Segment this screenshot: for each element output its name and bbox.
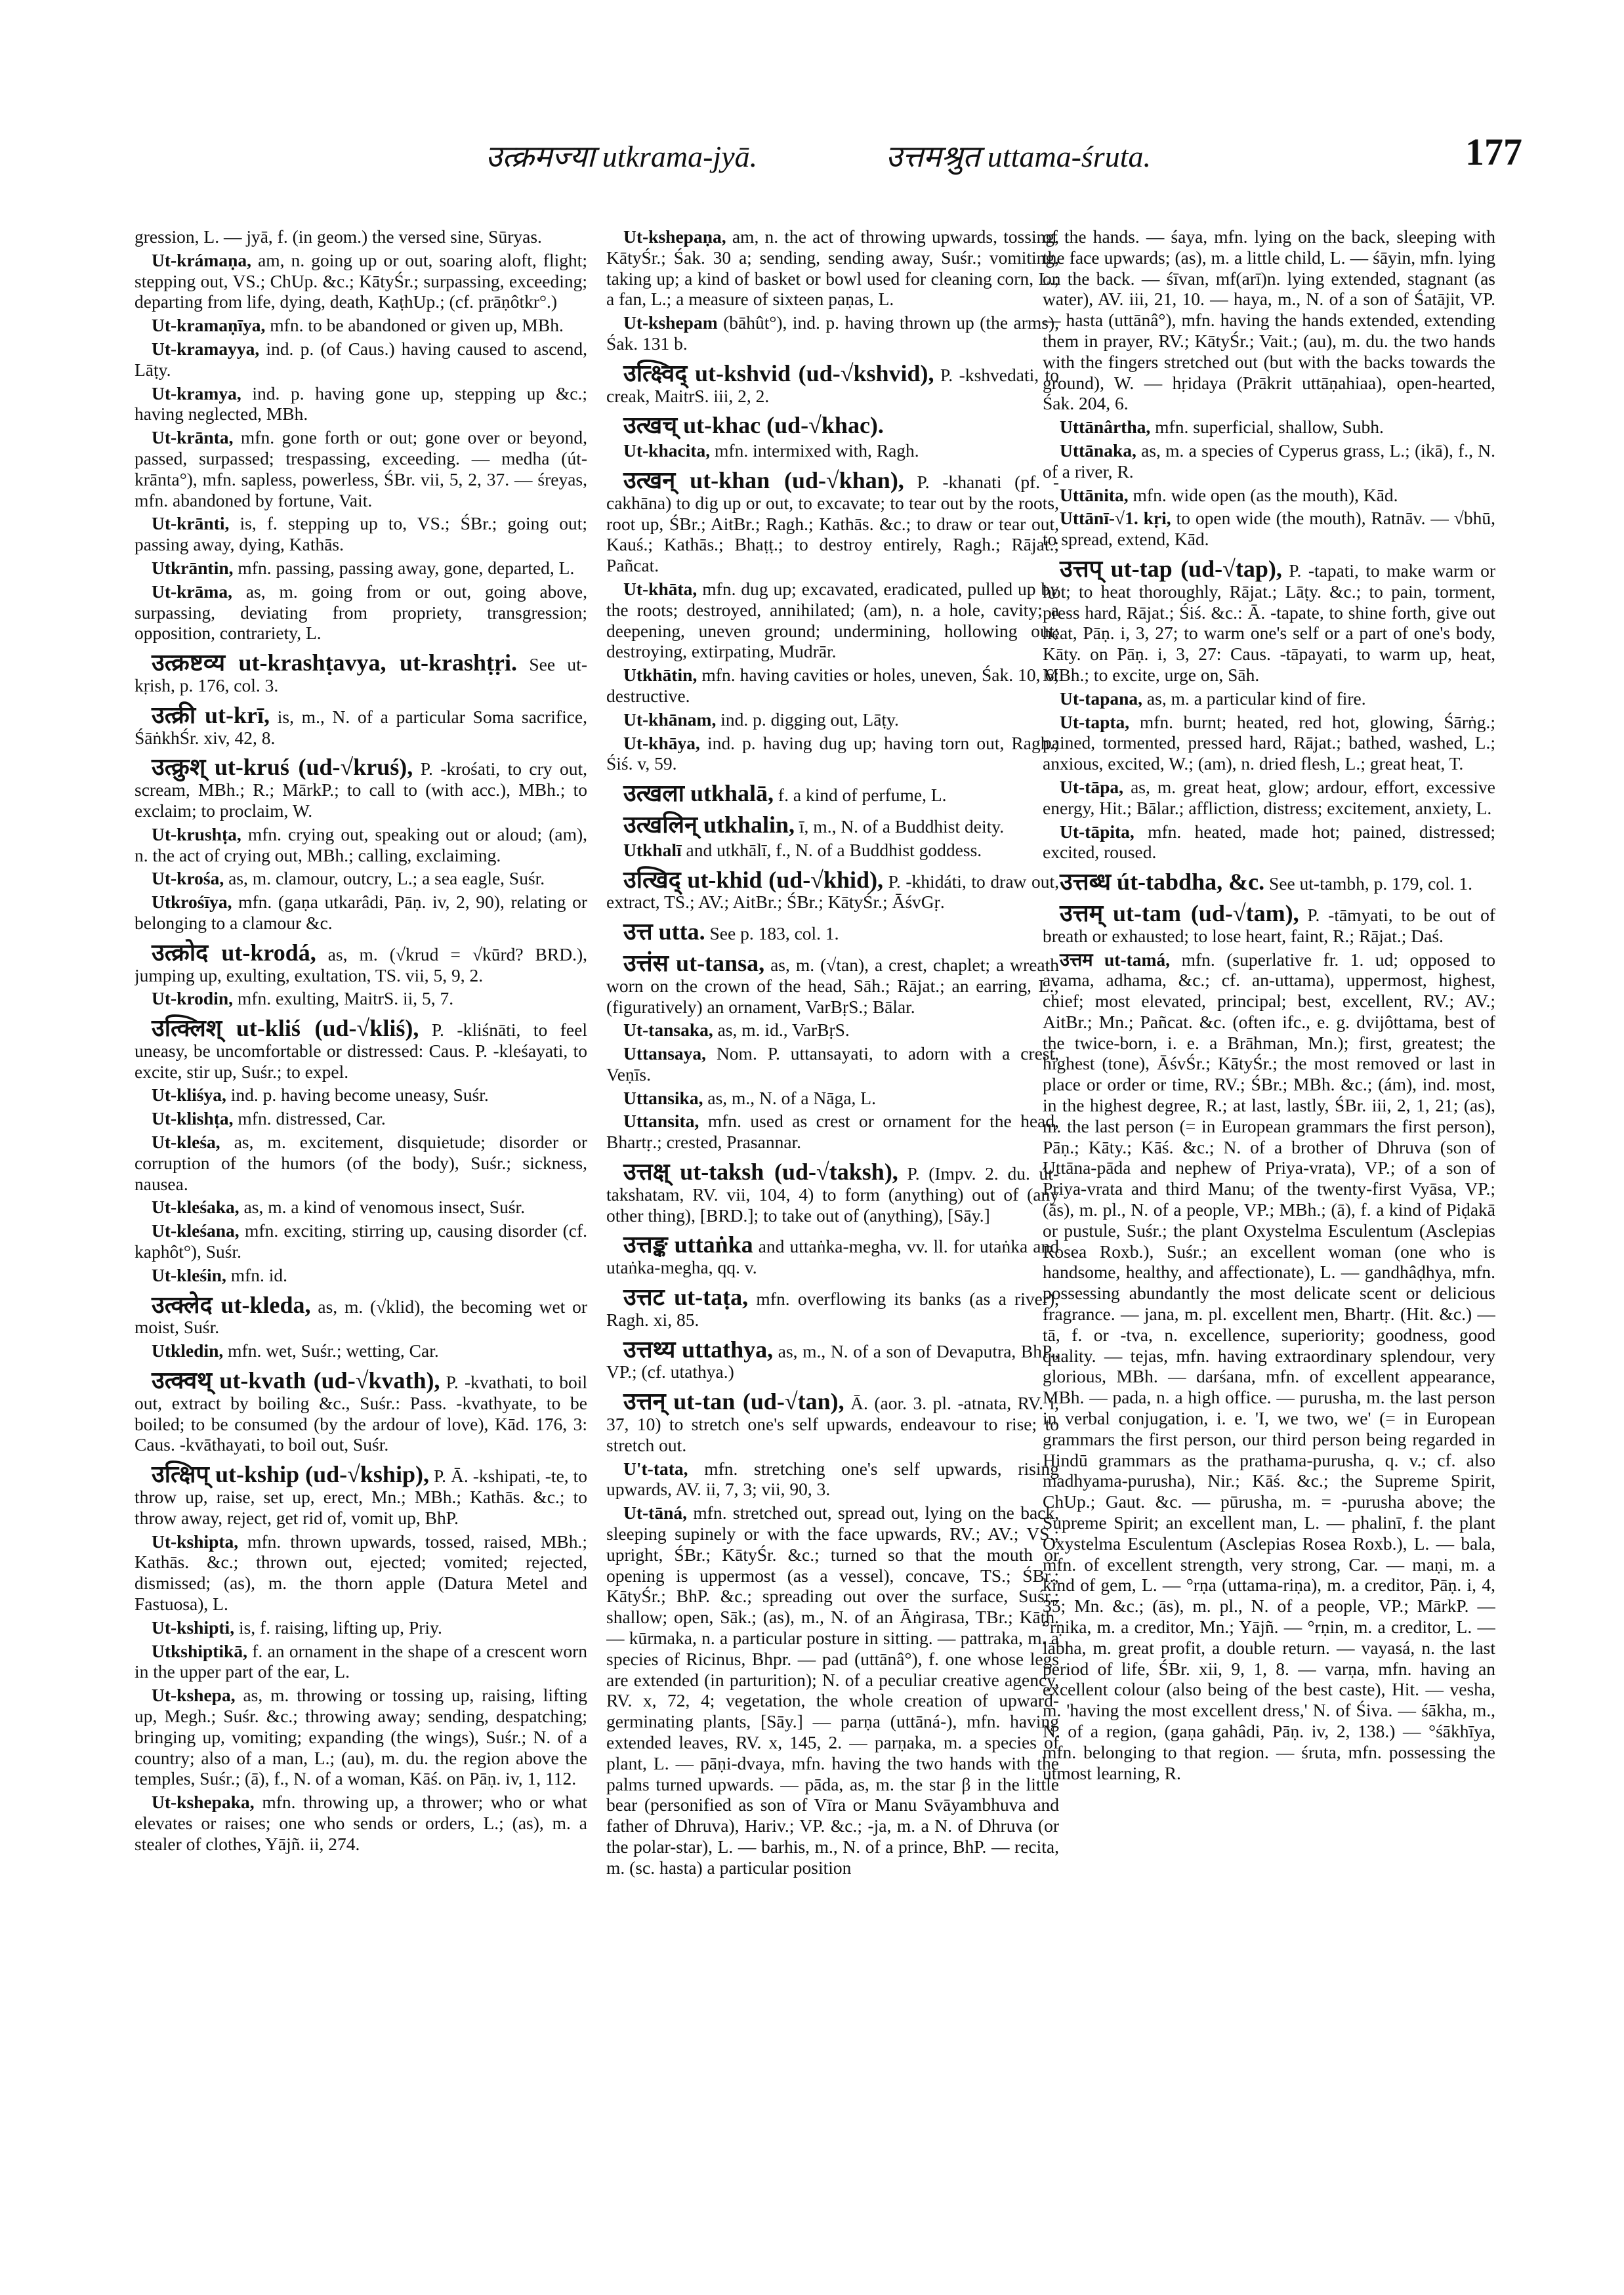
entry-headword: उत्क्ष्विद् ut-kshvid (ud-√kshvid), bbox=[623, 360, 934, 386]
dictionary-entry bbox=[1043, 417, 1495, 438]
entry-headword: Ut-tāpita, bbox=[1060, 821, 1135, 842]
dictionary-entry bbox=[135, 1367, 587, 1455]
entry-headword: Ut-tapta, bbox=[1060, 711, 1130, 732]
dictionary-entry bbox=[606, 1336, 1059, 1383]
entry-definition: mfn. stretched out, spread out, lying on the back, sleeping supinely or with the face upwards, RV.; AV.; VS.; upright, ŚBr.; KātyŚr. &c.; turned so that the mouth or opening is uppermost (as a vessel), concave, TS.; ŚBr.; KātyŚr.; BhP. &c.; spreading out over the surface, Suśr.; shallow; open, Sāk.; (as), m., N. of an Āṅgirasa, TBr.; Kāṭh. — kūrmaka, n. a particular posture in sitting. — pattraka, m. a species of Ricinus, Bhpr. — pad (uttānâ°), f. one whose legs are extended (in parturition); N. of a peculiar creative agency, RV. x, 72, 4; vegetation, the whole creation of upward-germinating plants, [Sāy.] — parṇa (uttāná-), mfn. having extended leaves, RV. x, 145, 2. — parṇaka, m. a species of plant, L. — pāṇi-dvaya, mfn. having the two hands with the palms turned upwards. — pāda, as, m. the star β in the little bear (personified as son of Vīra or Manu Svāyambhuva and father of Dhruva), Hariv.; VP. &c.; -ja, m. a N. of Dhruva (or the polar-star), L. — barhis, m., N. of a prince, BhP. — recita, m. (sc. hasta) a particular position bbox=[606, 1502, 1059, 1878]
entry-definition: ind. p. (of Caus.) having caused to ascend, Lāṭy. bbox=[135, 338, 587, 380]
dictionary-entry bbox=[135, 1197, 587, 1218]
entry-headword: उत्तक्ष् ut-taksh (ud-√taksh), bbox=[623, 1159, 898, 1186]
entry-definition: as, m. going from or out, going above, surpassing, deviating from propriety, transgression; opposition, contrariety, L. bbox=[135, 581, 587, 644]
entry-headword: Ut-kramya, bbox=[152, 382, 241, 403]
dictionary-entry bbox=[606, 579, 1059, 662]
entry-headword: उत्क्लिश् ut-kliś (ud-√kliś), bbox=[152, 1015, 419, 1042]
entry-headword: Ut-krámaṇa, bbox=[152, 249, 252, 270]
entry-definition: mfn. (gaṇa utkarâdi, Pāṇ. iv, 2, 90), relating or belonging to a clamour &c. bbox=[135, 892, 587, 933]
entry-definition: P. -kliśnāti, to feel uneasy, be uncomfortable or distressed: Caus. P. -kleśayati, to excite, stir up, Suśr.; to expel. bbox=[135, 1020, 587, 1082]
entry-headword: Uttānita, bbox=[1060, 484, 1129, 505]
dictionary-entry bbox=[135, 581, 587, 644]
entry-headword: Utkledin, bbox=[152, 1340, 224, 1361]
entry-headword: उत्तन् ut-tan (ud-√tan), bbox=[623, 1388, 844, 1415]
entry-headword: Ut-kleśana, bbox=[152, 1220, 239, 1241]
entry-headword: उत्तथ्य uttathya, bbox=[623, 1336, 774, 1363]
entry-definition: See p. 183, col. 1. bbox=[709, 923, 839, 944]
entry-definition: P. -khidáti, to draw out, extract, TS.; AV.; AitBr.; ŚBr.; KātyŚr.; ĀśvGṛ. bbox=[606, 871, 1059, 913]
dictionary-entry bbox=[1043, 555, 1495, 686]
entry-headword: Ut-kliśya, bbox=[152, 1085, 226, 1106]
entry-definition: mfn. stretching one's self upwards, rising upwards, AV. ii, 7, 3; vii, 90, 3. bbox=[606, 1458, 1059, 1500]
dictionary-entry bbox=[135, 1641, 587, 1683]
entry-definition: of the hands. — śaya, mfn. lying on the back, sleeping with the face upwards; (as), m. a little child, L. — śāyin, mfn. lying on the back. — śīvan, mf(arī)n. lying extended, stagnant (as water), AV. iii, 21, 10. — haya, m., N. of a son of Śatājit, VP. — hasta (uttānâ°), mfn. having the hands extended, extending them in prayer, RV.; KātyŚr.; Vait.; (au), m. du. the two hands with the fingers stretched out (but with the backs towards the ground), W. — hṛidaya (Prākrit uttāṇahiaa), open-hearted, Śak. 204, 6. bbox=[1043, 226, 1495, 414]
entry-definition: ind. p. digging out, Lāṭy. bbox=[720, 709, 899, 730]
entry-headword: उत्क्रुश् ut-kruś (ud-√kruś), bbox=[152, 754, 413, 781]
dictionary-entry bbox=[1043, 869, 1495, 896]
entry-headword: उत्क्री ut-krī, bbox=[152, 701, 270, 728]
dictionary-entry bbox=[135, 1291, 587, 1338]
entry-definition: mfn. id. bbox=[230, 1264, 288, 1285]
dictionary-entry bbox=[135, 650, 587, 696]
entry-headword: उत्खला utkhalā, bbox=[623, 780, 774, 807]
entry-headword: Ut-tansaka, bbox=[623, 1020, 713, 1041]
dictionary-entry bbox=[606, 1502, 1059, 1878]
entry-definition: as, m. a particular kind of fire. bbox=[1146, 688, 1366, 709]
entry-headword: Ut-klishṭa, bbox=[152, 1108, 234, 1129]
entry-headword: Ut-kshipta, bbox=[152, 1531, 239, 1552]
entry-definition: mfn. distressed, Car. bbox=[238, 1108, 386, 1129]
entry-headword: उत्तब्ध út-tabdha, &c. bbox=[1060, 869, 1265, 896]
running-head-left: उत्क्रमज्या utkrama-jyā. bbox=[486, 140, 758, 173]
entry-headword: उत्क्षिप् ut-kship (ud-√kship), bbox=[152, 1461, 429, 1488]
dictionary-entry bbox=[1043, 949, 1495, 1784]
dictionary-entry bbox=[1043, 485, 1495, 506]
entry-headword: उत्तट ut-taṭa, bbox=[623, 1284, 749, 1311]
entry-headword: Ut-krānti, bbox=[152, 513, 230, 534]
entry-headword: Utkhalī bbox=[623, 839, 682, 860]
entry-headword: Ut-khacita, bbox=[623, 440, 711, 461]
entry-definition: as, m. clamour, outcry, L.; a sea eagle, Suśr. bbox=[228, 868, 545, 889]
dictionary-entry bbox=[1043, 440, 1495, 482]
entry-definition: as, m., N. of a Nāga, L. bbox=[707, 1087, 876, 1108]
entry-headword: उत्खन् ut-khan (ud-√khan), bbox=[623, 466, 904, 493]
entry-definition: mfn. crying out, speaking out or aloud; (am), n. the act of crying out, MBh.; calling, exclaiming. bbox=[135, 823, 587, 865]
entry-definition: mfn. (superlative fr. 1. ud; opposed to avama, adhama, &c.; cf. an-uttama), uppermost, highest, chief; most elevated, principal; best, excellent, RV.; AV.; AitBr.; Mn.; Pañcat. &c. (often ifc., e. g. dvijôttama, best of the twice-born, i. e. a Brāhman, Mn.); first, greatest; the highest (tone), ĀśvŚr.; KātyŚr.; the most removed or last in place or order or time, RV.; ŚBr.; MBh. &c.; (ám), ind. most, in the highest degree, R.; at last, lastly, ŚBr. iii, 2, 1, 21; (as), m. the last person (= in European grammars the first person), Pāṇ.; Kāty.; Kāś. &c.; N. of a brother of Dhruva (son of Uttāna-pāda and nephew of Priya-vrata), VP.; of a son of Priya-vrata and third Manu; of the twenty-first Vyāsa, VP.; (ās), m. pl., N. of a people, VP.; MBh.; (ā), f. a kind of Piḍakā or pustule, Suśr.; the plant Oxystelma Esculentum (Asclepias Rosea Roxb.), Suśr.; an excellent woman (one who is handsome, healthy, and affectionate), L. — gandhâḍhya, mfn. possessing abundantly the most delicate scent or delicious fragrance. — jana, m. pl. excellent men, Bhartṛ. (Hit. &c.) — tā, f. or -tva, n. excellence, superiority; goodness, good quality. — tejas, mfn. having extraordinary splendour, very glorious, MBh. — darśana, mfn. of excellent appearance, MBh. — pada, n. a high office. — purusha, m. the last person in verbal conjugation, i. e. 'I, we two, we' (= in European grammars the first person, our third person being regarded in Hindū grammars as the prathama-purusha, q. v.; cf. also madhyama-purusha), Nir.; Kāś. &c.; the Supreme Spirit, ChUp.; Gaut. &c. — pūrusha, m. = -purusha above; the Supreme Spirit; an excellent man, L. — phalinī, f. the plant Oxystelma Esculentum (Asclepias Rosea Roxb.), L. — bala, mfn. of excellent strength, very strong, Car. — maṇi, m. a kind of gem, L. — °rṇa (uttama-riṇa), m. a creditor, Pāṇ. i, 4, 35; Mn. &c.; (ās), m. pl., N. of a people, VP.; MārkP. — °rṇika, m. a creditor, Mn.; Yājñ. — °rṇin, m. a creditor, L. — lābha, m. great profit, a double return. — vayasá, n. the last period of life, ŚBr. xii, 9, 1, 8. — varṇa, mfn. having an excellent colour (also being of the best caste), Hit. — vesha, m. 'having the most excellent dress,' N. of Śiva. — śākha, m., N. of a region, (gaṇa gahâdi, Pāṇ. iv, 2, 138.) — °śākhīya, mfn. belonging to that region. — śruta, mfn. possessing the utmost learning, R. bbox=[1043, 949, 1495, 1783]
entry-definition: as, m. a species of Cyperus grass, L.; (ikā), f., N. of a river, R. bbox=[1043, 440, 1495, 482]
entry-headword: Ut-tāná, bbox=[623, 1502, 688, 1523]
dictionary-entry bbox=[606, 733, 1059, 775]
entry-definition: mfn. wet, Suśr.; wetting, Car. bbox=[228, 1340, 439, 1361]
entry-headword: Ut-kshepam bbox=[623, 312, 718, 333]
entry-headword: उत्त utta. bbox=[623, 919, 705, 945]
dictionary-entry bbox=[606, 866, 1059, 913]
dictionary-column-2 bbox=[606, 226, 1059, 2221]
entry-headword: Ut-kramaṇīya, bbox=[152, 315, 266, 336]
entry-definition: as, m. (√krud = √kūrd? BRD.), jumping up, exulting, exultation, TS. vii, 5, 9, 2. bbox=[135, 943, 587, 985]
entry-definition: and utkhālī, f., N. of a Buddhist goddess. bbox=[686, 839, 982, 860]
entry-definition: am, n. the act of throwing upwards, tossing, KātyŚr.; Śak. 30 a; sending, sending away, Suśr.; vomiting, taking up; a kind of basket or bowl used for cleaning corn, L.; a fan, L.; a measure of sixteen paṇas, L. bbox=[606, 226, 1059, 310]
entry-headword: Ut-kshipti, bbox=[152, 1617, 235, 1638]
dictionary-entry bbox=[1043, 821, 1495, 863]
dictionary-entry bbox=[1043, 899, 1495, 947]
entry-headword: Ut-kleśa, bbox=[152, 1132, 220, 1153]
dictionary-entry bbox=[135, 1617, 587, 1638]
entry-definition: ind. p. having gone up, stepping up &c.; having neglected, MBh. bbox=[135, 382, 587, 424]
dictionary-entry bbox=[606, 949, 1059, 1017]
dictionary-entry bbox=[606, 919, 1059, 945]
dictionary-entry bbox=[135, 1340, 587, 1361]
entry-headword: Ut-krānta, bbox=[152, 427, 234, 448]
dictionary-entry bbox=[135, 1685, 587, 1789]
entry-definition: See ut-tambh, p. 179, col. 1. bbox=[1268, 873, 1473, 894]
entry-headword: Uttansika, bbox=[623, 1087, 703, 1108]
dictionary-entry bbox=[606, 780, 1059, 807]
entry-headword: उत्क्वथ् ut-kvath (ud-√kvath), bbox=[152, 1367, 440, 1394]
dictionary-entry bbox=[135, 1108, 587, 1129]
dictionary-entry bbox=[606, 1284, 1059, 1331]
entry-headword: Ut-krushṭa, bbox=[152, 823, 241, 844]
entry-definition: as, m. id., VarBṛS. bbox=[717, 1020, 850, 1041]
entry-definition: P. -kshvedati, to creak, MaitrS. iii, 2, 2. bbox=[606, 364, 1059, 406]
dictionary-entry bbox=[606, 1388, 1059, 1455]
entry-headword: उत्तम् ut-tam (ud-√tam), bbox=[1060, 899, 1299, 926]
dictionary-entry bbox=[135, 868, 587, 889]
entry-definition: is, f. raising, lifting up, Priy. bbox=[238, 1617, 442, 1638]
entry-definition: mfn. gone forth or out; gone over or beyond, passed, surpassed; trespassing, exceeding. — medha (út-krānta°), mfn. sapless, powerless, ŚBr. vii, 5, 2, 37. — śreyas, mfn. abandoned by fortune, Vait. bbox=[135, 427, 587, 510]
entry-definition: mfn. to be abandoned or given up, MBh. bbox=[270, 315, 564, 336]
dictionary-entry bbox=[606, 1231, 1059, 1278]
dictionary-entry bbox=[606, 1088, 1059, 1109]
dictionary-entry bbox=[606, 1159, 1059, 1226]
entry-headword: Ut-kleśaka, bbox=[152, 1197, 239, 1218]
dictionary-entry bbox=[135, 383, 587, 425]
dictionary-entry bbox=[135, 701, 587, 749]
entry-headword: Ut-khāya, bbox=[623, 732, 700, 753]
entry-headword: Utkrośīya, bbox=[152, 892, 232, 913]
entry-headword: उत्खलिन् utkhalin, bbox=[623, 811, 795, 838]
dictionary-entry bbox=[135, 824, 587, 866]
entry-headword: Ut-kramayya, bbox=[152, 338, 260, 359]
entry-definition: mfn. heated, made hot; pained, distressed; excited, roused. bbox=[1043, 821, 1495, 863]
dictionary-entry bbox=[1043, 777, 1495, 819]
entry-definition: P. -tapati, to make warm or hot; to heat thoroughly, Rājat.; Lāṭy. &c.; to pain, torment, press hard, Rājat.; Śiś. &c.: Ā. -tapate, to shine forth, give out heat, Pāṇ. i, 3, 27; to warm one's self or a part of one's body, Kāty. on Pāṇ. i, 3, 27: Caus. -tāpayati, to warm up, heat, MBh.; to excite, urge on, Sāh. bbox=[1043, 560, 1495, 685]
entry-definition: Ā. (aor. 3. pl. -atnata, RV. i, 37, 10) to stretch one's self upwards, endeavour to rise; to stretch out. bbox=[606, 1393, 1059, 1455]
dictionary-entry bbox=[1043, 508, 1495, 550]
entry-headword: Ut-kshepaṇa, bbox=[623, 226, 726, 247]
dictionary-entry bbox=[606, 412, 1059, 439]
entry-headword: Ut-krośa, bbox=[152, 868, 224, 889]
entry-definition: is, f. stepping up to, VS.; ŚBr.; going out; passing away, dying, Kathās. bbox=[135, 513, 587, 555]
entry-definition: as, m. a kind of venomous insect, Suśr. bbox=[243, 1197, 526, 1218]
entry-headword: Ut-kleśin, bbox=[152, 1264, 226, 1285]
entry-headword: उत्तंस ut-tansa, bbox=[623, 949, 765, 976]
dictionary-entry bbox=[135, 1792, 587, 1854]
entry-definition: as, m. (√klid), the becoming wet or moist, Suśr. bbox=[135, 1296, 587, 1338]
dictionary-column-3 bbox=[1043, 226, 1495, 2221]
dictionary-entry bbox=[135, 315, 587, 336]
entry-headword: उत्खिद् ut-khid (ud-√khid), bbox=[623, 866, 884, 893]
page-header bbox=[105, 117, 1522, 189]
dictionary-entry bbox=[135, 1265, 587, 1286]
dictionary-entry bbox=[606, 440, 1059, 461]
entry-headword: उत्क्रष्टव्य ut-krashṭavya, ut-krashṭṛi. bbox=[152, 650, 518, 676]
entry-headword: Uttānī-√1. kṛi, bbox=[1060, 508, 1171, 529]
dictionary-entry bbox=[135, 754, 587, 821]
dictionary-entry bbox=[606, 840, 1059, 861]
entry-definition: to open wide (the mouth), Ratnāv. — √bhū, to spread, extend, Kād. bbox=[1043, 508, 1495, 550]
entry-definition: P. (Impv. 2. du. út-takshatam, RV. vii, 104, 4) to form (anything) out of (any other thing), [BRD.]; to take out of (anything), [Sāy.] bbox=[606, 1163, 1059, 1226]
entry-headword: Utkrāntin, bbox=[152, 557, 234, 578]
entry-headword: उत्क्रोद ut-krodá, bbox=[152, 939, 316, 966]
entry-headword: Uttansita, bbox=[623, 1111, 699, 1132]
page-number: 177 bbox=[1465, 131, 1522, 173]
entry-definition: mfn. used as crest or ornament for the head, Bhartṛ.; crested, Prasannar. bbox=[606, 1111, 1059, 1153]
entry-definition: as, m. (√tan), a crest, chaplet; a wreath worn on the crown of the head, Sāh.; Rājat.; an earring, L.; (figuratively) an ornament, VarBṛS.; Bālar. bbox=[606, 954, 1059, 1017]
entry-definition: is, m., N. of a particular Soma sacrifice, ŚāṅkhŚr. xiv, 42, 8. bbox=[135, 706, 587, 748]
entry-definition: and uttaṅka-megha, vv. ll. for utaṅka and utaṅka-megha, qq. v. bbox=[606, 1236, 1059, 1278]
entry-definition: ind. p. having dug up; having torn out, Ragh.; Śiś. v, 59. bbox=[606, 732, 1059, 774]
dictionary-entry bbox=[135, 939, 587, 986]
dictionary-entry bbox=[606, 226, 1059, 310]
entry-definition: mfn. superficial, shallow, Subh. bbox=[1155, 417, 1384, 438]
dictionary-entry bbox=[135, 1461, 587, 1528]
entry-headword: Uttansaya, bbox=[623, 1043, 707, 1064]
dictionary-entry bbox=[135, 1015, 587, 1082]
entry-definition: mfn. thrown upwards, tossed, raised, MBh.; Kathās. &c.; thrown out, ejected; vomited; rejected, dismissed; (as), m. the thorn apple (Datura Metel and Fastuosa), L. bbox=[135, 1531, 587, 1615]
entry-headword: Utkhātin, bbox=[623, 665, 697, 686]
dictionary-entry bbox=[135, 892, 587, 934]
entry-definition: gression, L. — jyā, f. (in geom.) the versed sine, Sūryas. bbox=[135, 226, 542, 247]
dictionary-entry bbox=[606, 1458, 1059, 1500]
dictionary-entry bbox=[135, 1220, 587, 1262]
entry-headword: उत्तप् ut-tap (ud-√tap), bbox=[1060, 555, 1282, 582]
entry-definition: P. Ā. -kshipati, -te, to throw up, raise, set up, erect, Mn.; MBh.; Kathās. &c.; to throw away, reject, get rid of, vomit up, BhP. bbox=[135, 1466, 587, 1528]
entry-definition: as, m. throwing or tossing up, raising, lifting up, Megh.; Suśr. &c.; throwing away; sending, despatching; bringing up, vomiting; expanding (the wings), Suśr.; N. of a country; also of a man, L.; (au), m. du. the region above the temples, Suśr.; (ā), f., N. of a woman, Kāś. on Pāṇ. iv, 1, 112. bbox=[135, 1685, 587, 1789]
dictionary-entry bbox=[135, 250, 587, 312]
dictionary-entry bbox=[1043, 226, 1495, 414]
dictionary-entry bbox=[606, 360, 1059, 407]
dictionary-entry bbox=[135, 427, 587, 510]
entry-definition: f. an ornament in the shape of a crescent worn in the upper part of the ear, L. bbox=[135, 1640, 587, 1682]
entry-definition: mfn. passing, passing away, gone, departed, L. bbox=[238, 557, 575, 578]
entry-headword: Utkshiptikā, bbox=[152, 1640, 247, 1661]
entry-definition: See ut-kṛish, p. 176, col. 3. bbox=[135, 654, 587, 695]
dictionary-entry bbox=[1043, 688, 1495, 709]
entry-definition: mfn. wide open (as the mouth), Kād. bbox=[1133, 484, 1398, 505]
entry-definition: Nom. P. uttansayati, to adorn with a crest, Veṇīs. bbox=[606, 1043, 1059, 1085]
dictionary-column-1 bbox=[135, 226, 587, 2221]
dictionary-entry bbox=[606, 312, 1059, 354]
entry-definition: mfn. intermixed with, Ragh. bbox=[715, 440, 919, 461]
entry-definition: (bāhût°), ind. p. having thrown up (the arms), Śak. 131 b. bbox=[606, 312, 1059, 354]
dictionary-entry bbox=[606, 1043, 1059, 1085]
entry-definition: mfn. burnt; heated, red hot, glowing, Śārṅg.; pained, tormented, pressed hard, Rājat.; bathed, washed, L.; anxious, excited, W.; (am), n. dried flesh, L.; great heat, T. bbox=[1043, 711, 1495, 774]
entry-headword: Uttānaka, bbox=[1060, 440, 1136, 461]
entry-headword: Ut-khānam, bbox=[623, 709, 717, 730]
dictionary-entry bbox=[135, 513, 587, 555]
entry-definition: mfn. throwing up, a thrower; who or what elevates or raises; one who sends or orders, L.; (as), m. a stealer of clothes, Yājñ. ii, 274. bbox=[135, 1792, 587, 1854]
entry-definition: as, m., N. of a son of Devaputra, BhP., VP.; (cf. utathya.) bbox=[606, 1340, 1059, 1382]
dictionary-entry bbox=[606, 709, 1059, 730]
dictionary-entry bbox=[606, 811, 1059, 838]
dictionary-entry bbox=[606, 665, 1059, 707]
dictionary-entry bbox=[135, 558, 587, 579]
entry-definition: P. -kvathati, to boil out, extract by boiling &c., Suśr.: Pass. -kvathyate, to be boiled; to be consumed (by the ardour of love), Kād. 176, 3: Caus. -kvāthayati, to boil out, Suśr. bbox=[135, 1372, 587, 1455]
entry-headword: Uttānârtha, bbox=[1060, 417, 1151, 438]
dictionary-entry bbox=[606, 1020, 1059, 1041]
dictionary-entry bbox=[135, 988, 587, 1009]
entry-headword: Ut-tapana, bbox=[1060, 688, 1143, 709]
entry-headword: U't-tata, bbox=[623, 1458, 688, 1479]
entry-definition: ī, m., N. of a Buddhist deity. bbox=[799, 816, 1005, 837]
entry-definition: mfn. exciting, stirring up, causing disorder (cf. kaphôt°), Suśr. bbox=[135, 1220, 587, 1262]
entry-headword: उत्खच् ut-khac (ud-√khac). bbox=[623, 412, 884, 439]
entry-headword: Ut-kshepaka, bbox=[152, 1792, 255, 1813]
entry-headword: उत्तम ut-tamá, bbox=[1060, 949, 1171, 970]
entry-definition: as, m. great heat, glow; ardour, effort, excessive energy, Hit.; Bālar.; affliction, distress; excitement, anxiety, L. bbox=[1043, 776, 1495, 818]
entry-definition: am, n. going up or out, soaring aloft, flight; stepping out, VS.; ChUp. &c.; KātyŚr.; surpassing, exceeding; departing from life, dying, death, KaṭhUp.; (cf. prāṇôtkr°.) bbox=[135, 249, 587, 312]
dictionary-entry bbox=[606, 466, 1059, 576]
dictionary-entry bbox=[135, 1085, 587, 1106]
dictionary-entry bbox=[606, 1111, 1059, 1153]
entry-definition: f. a kind of perfume, L. bbox=[778, 785, 947, 806]
dictionary-entry bbox=[135, 226, 587, 247]
entry-headword: उत्क्लेद ut-kleda, bbox=[152, 1291, 311, 1318]
entry-definition: mfn. overflowing its banks (as a river), Ragh. xi, 85. bbox=[606, 1289, 1059, 1330]
entry-definition: P. -krośati, to cry out, scream, MBh.; R.; MārkP.; to call to (with acc.), MBh.; to exclaim; to proclaim, W. bbox=[135, 758, 587, 821]
entry-headword: Ut-tāpa, bbox=[1060, 776, 1124, 797]
entry-headword: उत्तङ्क uttaṅka bbox=[623, 1231, 753, 1258]
dictionary-entry bbox=[135, 1132, 587, 1194]
entry-headword: Ut-krodin, bbox=[152, 988, 234, 1009]
running-head-right: उत्तमश्रुत uttama-śruta. bbox=[886, 140, 1151, 173]
entry-definition: P. -tāmyati, to be out of breath or exhausted; to lose heart, faint, R.; Rājat.; Daś. bbox=[1043, 904, 1495, 946]
entry-definition: ind. p. having become uneasy, Suśr. bbox=[230, 1085, 489, 1106]
entry-definition: mfn. exulting, MaitrS. ii, 5, 7. bbox=[237, 988, 454, 1009]
dictionary-entry bbox=[1043, 712, 1495, 774]
entry-headword: Ut-kshepa, bbox=[152, 1685, 236, 1706]
entry-definition: P. -khanati (pf. -cakhāna) to dig up or out, to excavate; to tear out by the roots, root up, ŚBr.; AitBr.; Ragh.; Kathās. &c.; to draw or tear out, Kauś.; Kathās.; Bhaṭṭ.; to destroy entirely, Ragh.; Rājat.; Pañcat. bbox=[606, 471, 1059, 576]
dictionary-entry bbox=[135, 1531, 587, 1615]
entry-definition: mfn. dug up; excavated, eradicated, pulled up by the roots; destroyed, annihilated; (am), n. a hole, cavity; a deepening, uneven ground; undermining, hollowing out; destroying, extirpating, Mudrār. bbox=[606, 578, 1059, 662]
entry-definition: mfn. having cavities or holes, uneven, Śak. 10, 6; destructive. bbox=[606, 665, 1059, 706]
entry-definition: as, m. excitement, disquietude; disorder or corruption of the humors (of the body), Suśr.; sickness, nausea. bbox=[135, 1132, 587, 1194]
dictionary-entry bbox=[135, 339, 587, 381]
entry-headword: Ut-krāma, bbox=[152, 581, 232, 602]
entry-headword: Ut-khāta, bbox=[623, 578, 697, 599]
